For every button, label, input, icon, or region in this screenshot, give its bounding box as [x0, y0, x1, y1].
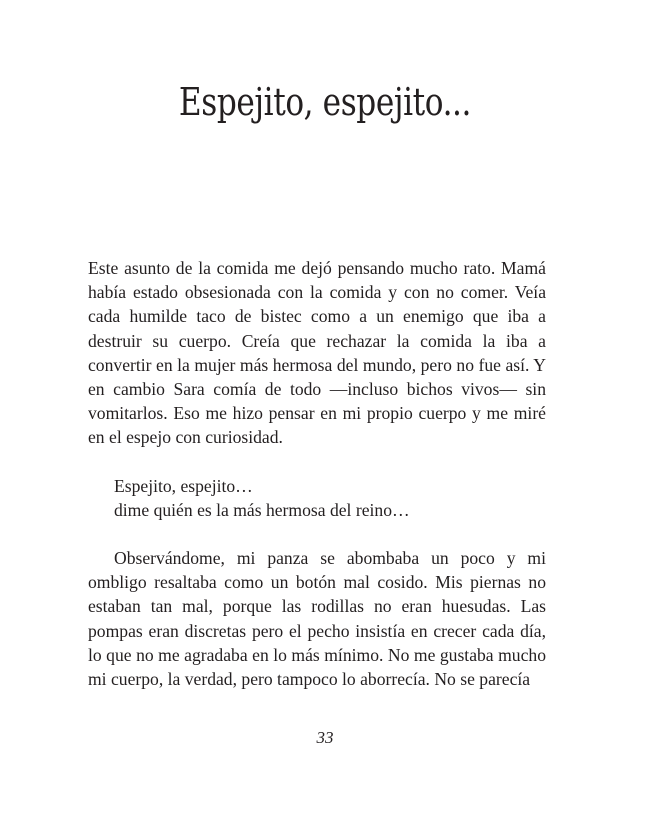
paragraph-text: Este asunto de la comida me dejó pensando mucho rato. Mamá había estado obsesionada con la comida y con no comer. Veía cada humilde taco de bistec como a un enemigo que iba a destruir su cuerpo. Creía que rechazar la comida la iba a convertir en la mujer más hermosa del mundo, pero no fue así. Y en cambio Sara comía de todo —incluso bichos vivos— sin vomitarlos. Eso me hizo pensar en mi propio cuerpo y me miré en el espejo con curiosidad.: [88, 258, 546, 448]
page-number: 33: [316, 728, 334, 747]
body-paragraph-1: [88, 256, 546, 450]
verse-line-2: dime quién es la más hermosa del reino…: [114, 500, 410, 521]
paragraph-text: Observándome, mi panza se abombaba un poco y mi ombligo resaltaba como un botón mal cosido. Mis piernas no estaban tan mal, porque las rodillas no eran huesudas. Las pompas eran discretas pero el pecho insistía en crecer cada día, lo que no me agradaba en lo más mínimo. No me gustaba mucho mi cuerpo, la verdad, pero tampoco lo aborrecía. No se parecía: [88, 548, 546, 690]
verse-line-1: Espejito, espejito…: [114, 476, 253, 496]
verse-block: [88, 474, 546, 522]
body-paragraph-3: [88, 546, 546, 691]
chapter-title: Espejito, espejito...: [178, 80, 472, 124]
